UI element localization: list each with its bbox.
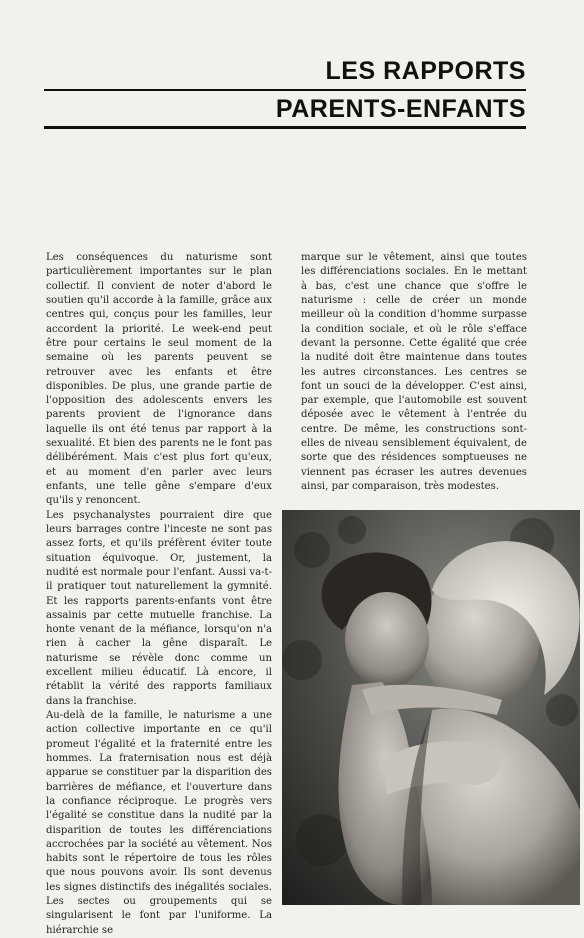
article-right-column — [301, 251, 527, 492]
left-paragraph-1: Les conséquences du naturisme sont particulièrement importantes sur le plan collectif. Il convient de noter d'abord le soutien qu'il accorde à la famille, grâce aux centres qui, conçus pour les familles, leur accordent la priorité. Le week-end peut être pour certains le seul moment de la semaine où les parents peuvent se retrouver avec les enfants et être disponibles. De plus, une grande partie de l'opposition des adolescents envers les parents provient de l'ignorance dans laquelle ils ont été tenus par rapport à la sexualité. Et bien des parents ne le font pas délibérément. Mais c'est plus fort qu'eux, et au moment d'en parler avec leurs enfants, une telle gêne s'empare d'eux qu'ils y renoncent. — [46, 252, 272, 507]
photo-illustration — [282, 510, 580, 905]
mother-child-photo — [282, 510, 580, 905]
title-rule-bottom — [44, 126, 526, 129]
title-line-2: PARENTS-ENFANTS — [275, 95, 526, 123]
left-paragraph-3: Au-delà de la famille, le naturisme a une action collective importante en ce qu'il promeut l'égalité et la fraternité entre les hommes. La fraternisation nous est déjà apparue se constituer par la disparition des barrières de méfiance, et l'ouverture dans la confiance réciproque. Le progrès vers l'égalité se constitue dans la nudité par la disparition de toutes les différenciations accrochées par la société au vêtement. Nos habits sont le répertoire de tous les rôles que nous pouvons avoir. Ils sont devenus les signes distinctifs des inégalités sociales. Les sectes ou groupements qui se singularisent le font par l'uniforme. La hiérarchie se — [46, 710, 272, 936]
right-paragraph-1: marque sur le vêtement, ainsi que toutes les différenciations sociales. En le mettant à bas, c'est une chance que s'offre le naturisme : celle de créer un monde meilleur où la condition d'homme surpasse la condition sociale, et où le rôle s'efface devant la personne. Cette égalité que crée la nudité doit être maintenue dans toutes les autres circonstances. Les centres se font un souci de la développer. C'est ainsi, par exemple, que l'automobile est souvent déposée avec le vêtement à l'entrée du centre. De même, les constructions sont-elles de niveau sensiblement équivalent, de sorte que des résidences somptueuses ne viennent pas écraser les autres devenues ainsi, par comparaison, très modestes. — [301, 252, 527, 492]
left-paragraph-2: Les psychanalystes pourraient dire que leurs barrages contre l'inceste ne sont pas assez forts, et qu'ils préfèrent éviter toute situation équivoque. Or, justement, la nudité est normale pour l'enfant. Aussi va-t-il pratiquer tout naturellement la gymnité. Et les rapports parents-enfants vont être assainis par cette mutuelle franchise. La honte venant de la méfiance, lorsqu'on n'a rien à cacher la gêne disparaît. Le naturisme se révèle donc comme un excellent milieu éducatif. Là encore, il rétablit la vérité des rapports familiaux dans la franchise. — [46, 509, 272, 707]
title-rule-top — [44, 89, 526, 91]
article-left-column — [46, 251, 272, 936]
title-line-1: LES RAPPORTS — [325, 57, 526, 85]
